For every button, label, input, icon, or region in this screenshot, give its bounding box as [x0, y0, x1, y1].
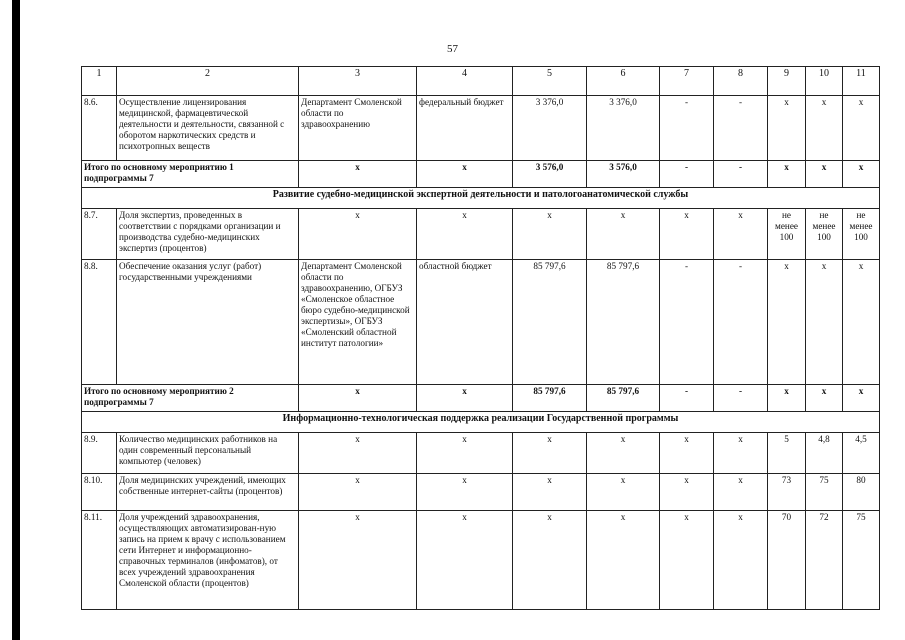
table-cell: 73: [768, 474, 806, 511]
table-cell: х: [660, 209, 714, 260]
total-cell: -: [660, 161, 714, 188]
table-row: [82, 433, 880, 474]
total-cell: 3 576,0: [587, 161, 660, 188]
total-cell: х: [417, 161, 513, 188]
table-cell: х: [587, 474, 660, 511]
table-row: [82, 260, 880, 385]
table-cell: областной бюджет: [417, 260, 513, 385]
column-header: 4: [417, 67, 513, 96]
total-cell: х: [299, 385, 417, 412]
total-cell: х: [843, 385, 880, 412]
table-cell: х: [660, 474, 714, 511]
table-cell: -: [660, 260, 714, 385]
table-cell: х: [513, 209, 587, 260]
section-title: Развитие судебно-медицинской экспертной деятельности и патологоанатомической службы: [82, 188, 880, 209]
table-cell: х: [843, 260, 880, 385]
table-cell: х: [587, 511, 660, 610]
table-cell: Департамент Смоленской области по здравоохранению, ОГБУЗ «Смоленское областное бюро судебно-медицинской экспертизы», ОГБУЗ «Смоленский областной институт патологии»: [299, 260, 417, 385]
row-number: 8.8.: [82, 260, 117, 385]
row-number: 8.11.: [82, 511, 117, 610]
total-row: [82, 161, 880, 188]
table-cell: х: [714, 474, 768, 511]
table-cell: 80: [843, 474, 880, 511]
row-description: Доля экспертиз, проведенных в соответствии с порядками организации и производства судебно-медицинских экспертиз (процентов): [117, 209, 299, 260]
table-cell: х: [714, 209, 768, 260]
table-cell: не менее 100: [768, 209, 806, 260]
total-cell: -: [660, 385, 714, 412]
table-cell: 3 376,0: [513, 96, 587, 161]
section-heading-row: [82, 188, 880, 209]
total-label: Итого по основному мероприятию 2 подпрограммы 7: [82, 385, 299, 412]
row-description: Количество медицинских работников на один современный персональный компьютер (человек): [117, 433, 299, 474]
table-cell: х: [843, 96, 880, 161]
table-row: [82, 511, 880, 610]
program-table: [81, 66, 880, 610]
row-description: Осуществление лицензирования медицинской, фармацевтической деятельности и деятельности, связанной с оборотом наркотических средств и психотропных веществ: [117, 96, 299, 161]
column-header: 2: [117, 67, 299, 96]
table-cell: -: [660, 96, 714, 161]
table-cell: х: [768, 96, 806, 161]
total-cell: -: [714, 385, 768, 412]
column-header: 9: [768, 67, 806, 96]
table-cell: х: [714, 433, 768, 474]
row-description: Обеспечение оказания услуг (работ) государственными учреждениями: [117, 260, 299, 385]
table-cell: х: [587, 209, 660, 260]
table-cell: х: [417, 474, 513, 511]
table-row: [82, 474, 880, 511]
section-heading-row: [82, 412, 880, 433]
column-header: 8: [714, 67, 768, 96]
table-row: [82, 209, 880, 260]
column-header: 6: [587, 67, 660, 96]
table-cell: 3 376,0: [587, 96, 660, 161]
row-number: 8.9.: [82, 433, 117, 474]
column-header: 10: [806, 67, 843, 96]
table-cell: х: [714, 511, 768, 610]
total-cell: х: [843, 161, 880, 188]
table-cell: -: [714, 96, 768, 161]
table-cell: х: [299, 209, 417, 260]
table-cell: 75: [843, 511, 880, 610]
total-cell: х: [806, 385, 843, 412]
table-cell: 5: [768, 433, 806, 474]
scan-edge-bar: [12, 0, 20, 640]
table-cell: 75: [806, 474, 843, 511]
column-header: 3: [299, 67, 417, 96]
total-cell: х: [768, 161, 806, 188]
table-cell: 4,5: [843, 433, 880, 474]
table-cell: х: [806, 96, 843, 161]
table-cell: х: [417, 433, 513, 474]
table-cell: 72: [806, 511, 843, 610]
total-cell: 3 576,0: [513, 161, 587, 188]
total-cell: 85 797,6: [513, 385, 587, 412]
row-description: Доля медицинских учреждений, имеющих собственные интернет-сайты (процентов): [117, 474, 299, 511]
table-cell: х: [299, 433, 417, 474]
total-cell: х: [768, 385, 806, 412]
total-cell: х: [806, 161, 843, 188]
total-cell: -: [714, 161, 768, 188]
total-cell: х: [417, 385, 513, 412]
table-row: [82, 96, 880, 161]
table-cell: х: [660, 511, 714, 610]
table-cell: х: [806, 260, 843, 385]
row-number: 8.6.: [82, 96, 117, 161]
table-cell: не менее 100: [806, 209, 843, 260]
column-header: 5: [513, 67, 587, 96]
table-cell: х: [513, 511, 587, 610]
table-cell: 70: [768, 511, 806, 610]
table-cell: не менее 100: [843, 209, 880, 260]
total-cell: 85 797,6: [587, 385, 660, 412]
row-description: Доля учреждений здравоохранения, осуществляющих автоматизирован-ную запись на прием к врачу с использованием сети Интернет и информационно-справочных терминалов (инфоматов), от всех учреждений здравоохранения Смоленской области (процентов): [117, 511, 299, 610]
column-header: 1: [82, 67, 117, 96]
table-cell: х: [299, 474, 417, 511]
page-number: 57: [447, 43, 458, 55]
column-header: 11: [843, 67, 880, 96]
table-cell: 85 797,6: [587, 260, 660, 385]
table-cell: федеральный бюджет: [417, 96, 513, 161]
table-cell: х: [417, 511, 513, 610]
table-cell: 85 797,6: [513, 260, 587, 385]
table-cell: х: [417, 209, 513, 260]
table-cell: х: [768, 260, 806, 385]
section-title: Информационно-технологическая поддержка реализации Государственной программы: [82, 412, 880, 433]
total-cell: х: [299, 161, 417, 188]
column-header: 7: [660, 67, 714, 96]
table-cell: х: [587, 433, 660, 474]
table-cell: Департамент Смоленской области по здравоохранению: [299, 96, 417, 161]
total-label: Итого по основному мероприятию 1 подпрограммы 7: [82, 161, 299, 188]
table-cell: 4,8: [806, 433, 843, 474]
row-number: 8.10.: [82, 474, 117, 511]
table-cell: х: [513, 474, 587, 511]
table-cell: х: [660, 433, 714, 474]
table-cell: -: [714, 260, 768, 385]
table-cell: х: [513, 433, 587, 474]
row-number: 8.7.: [82, 209, 117, 260]
table-cell: х: [299, 511, 417, 610]
total-row: [82, 385, 880, 412]
header-row: [82, 67, 880, 96]
